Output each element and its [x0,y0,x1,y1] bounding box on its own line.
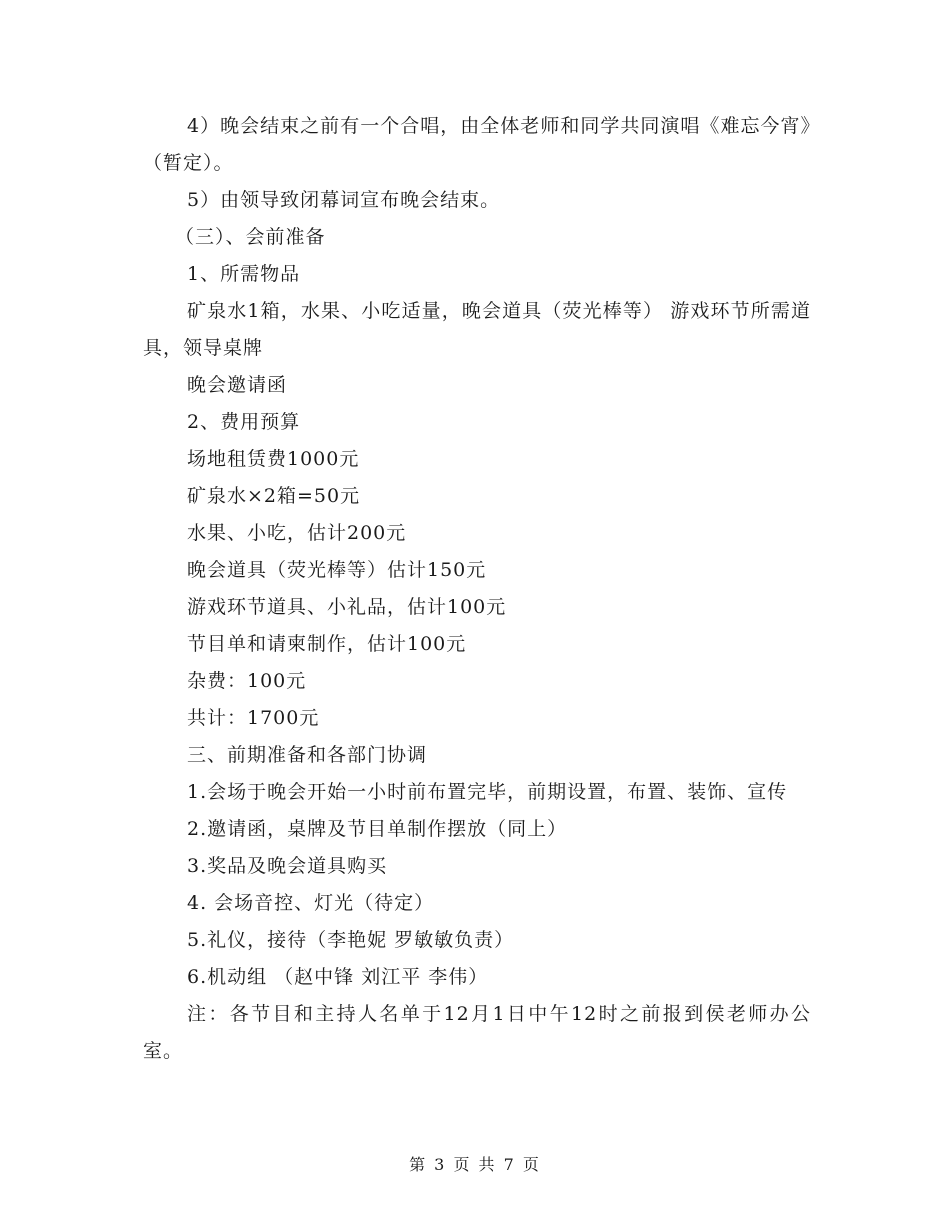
paragraph-closing-speech: 5）由领导致闭幕词宣布晚会结束。 [187,189,501,211]
subheading-items-needed: 1、所需物品 [187,263,301,285]
section-heading-coordination: 三、前期准备和各部门协调 [187,744,428,766]
task-prizes: 3.奖品及晚会道具购买 [187,855,388,877]
budget-line-snacks: 水果、小吃，估计200元 [187,522,407,544]
section-heading-preparation: （三）、会前准备 [175,226,326,248]
task-venue-setup: 1.会场于晚会开始一小时前布置完毕，前期设置，布置、装饰、宣传 [187,781,788,803]
task-audio-lighting: 4. 会场音控、灯光（待定） [187,892,435,914]
paragraph-invitation: 晚会邀请函 [187,374,288,396]
task-reception: 5.礼仪，接待（李艳妮 罗敏敏负责） [187,929,515,951]
subheading-budget: 2、费用预算 [187,411,301,433]
budget-line-venue: 场地租赁费1000元 [187,448,360,470]
paragraph-closing-chorus: 4）晚会结束之前有一个合唱，由全体老师和同学共同演唱《难忘今宵》（暂定）。 [143,115,811,174]
task-invitations: 2.邀请函，桌牌及节目单制作摆放（同上） [187,818,568,840]
page-number-label: 第 3 页 共 7 页 [409,1155,541,1174]
document-body [143,108,811,1070]
task-mobile-team: 6.机动组 （赵中锋 刘江平 李伟） [187,966,489,988]
budget-line-total: 共计：1700元 [187,707,320,729]
paragraph-note: 注：各节目和主持人名单于12月1日中午12时之前报到侯老师办公室。 [143,1003,811,1062]
page-footer [0,1152,950,1175]
paragraph-items-list: 矿泉水1箱，水果、小吃适量，晚会道具（荧光棒等） 游戏环节所需道具，领导桌牌 [143,300,811,359]
budget-line-misc: 杂费：100元 [187,670,307,692]
budget-line-game-props: 游戏环节道具、小礼品，估计100元 [187,596,507,618]
budget-line-props: 晚会道具（荧光棒等）估计150元 [187,559,487,581]
budget-line-water: 矿泉水×2箱=50元 [187,485,361,507]
budget-line-programs: 节目单和请柬制作，估计100元 [187,633,467,655]
